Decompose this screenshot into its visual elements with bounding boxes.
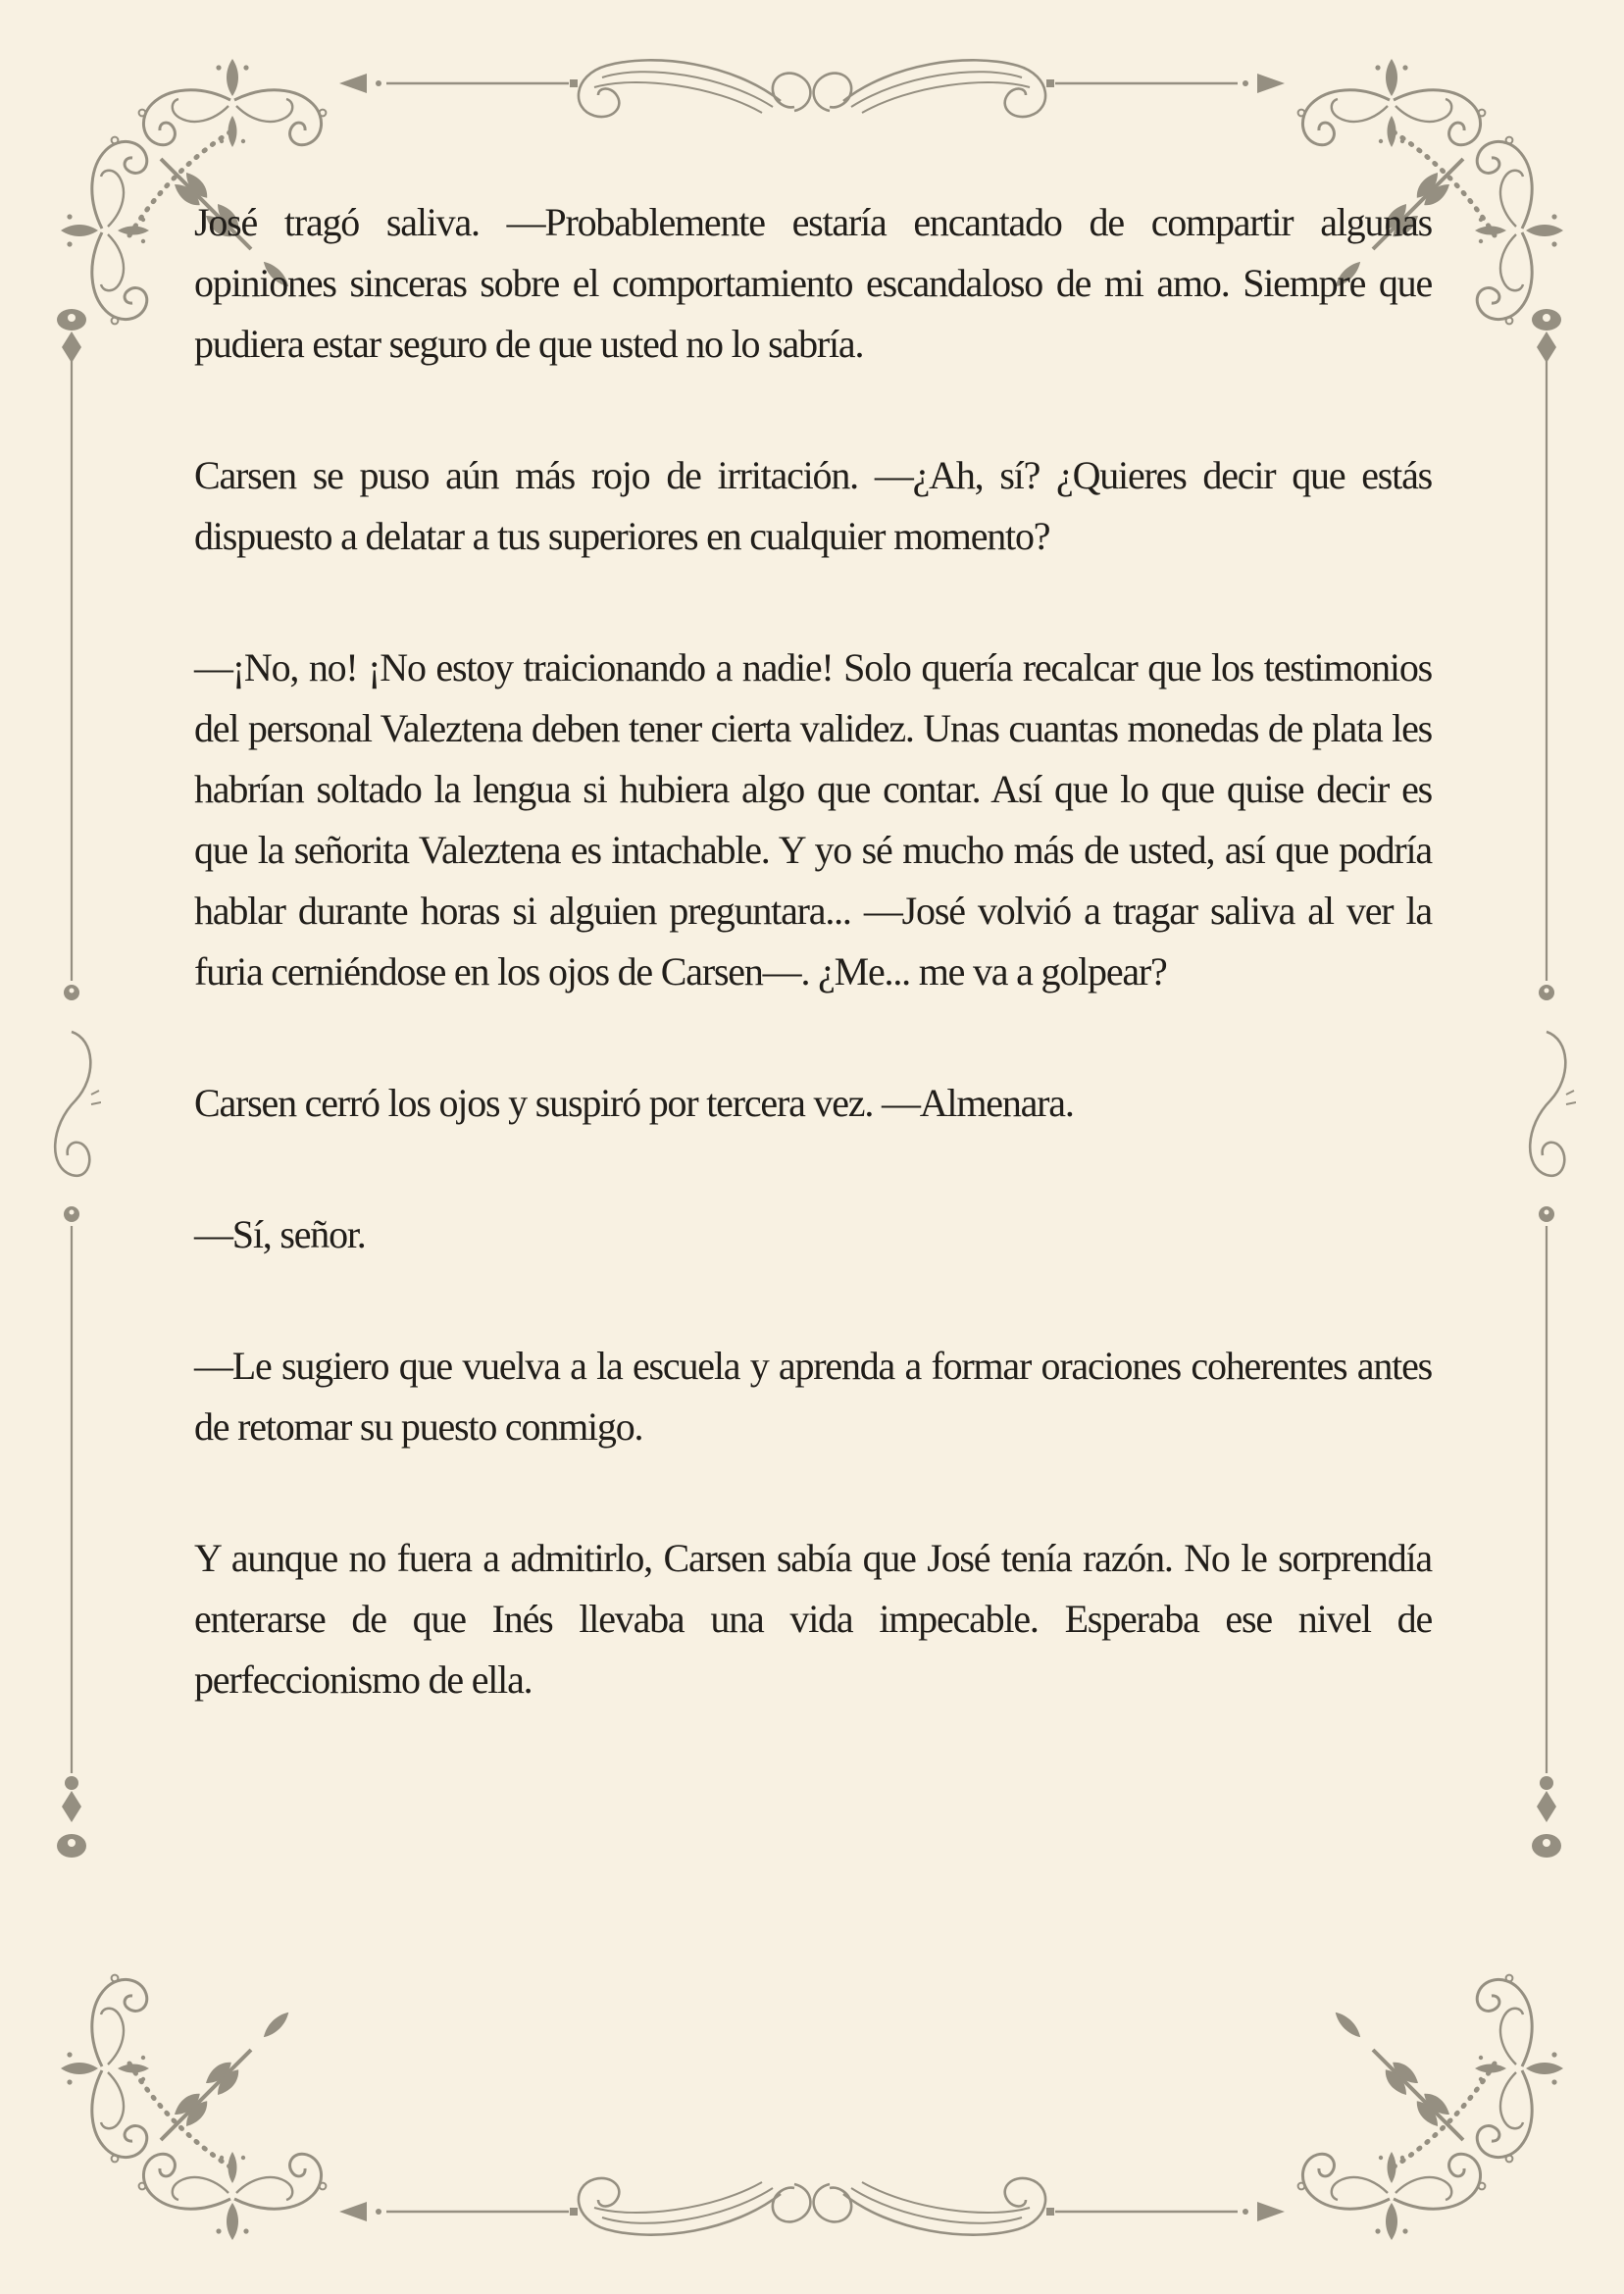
paragraph: José tragó saliva. —Probablemente estaría encantado de compartir algunas opiniones sinceras sobre el comportamiento escandaloso de mi amo. Siempre que pudiera estar seguro de que usted no lo sabría.: [194, 200, 1432, 366]
paragraph: Carsen cerró los ojos y suspiró por tercera vez. —Almenara.: [194, 1081, 1074, 1125]
page-text: [194, 192, 1432, 1781]
ornamental-divider-top-icon: [331, 25, 1293, 142]
corner-flourish-bottom-right-icon: [1279, 1956, 1573, 2250]
corner-flourish-bottom-left-icon: [51, 1956, 345, 2250]
side-rule-right-icon: [1517, 304, 1576, 1898]
side-rule-left-icon: [42, 304, 101, 1898]
ornamental-divider-bottom-icon: [331, 2153, 1293, 2270]
paragraph: Y aunque no fuera a admitirlo, Carsen sabía que José tenía razón. No le sorprendía enterarse de que Inés llevaba una vida impecable. Esperaba ese nivel de perfeccionismo de ella.: [194, 1536, 1432, 1702]
paragraph: —¡No, no! ¡No estoy traicionando a nadie! Solo quería recalcar que los testimonios del personal Valeztena deben tener cierta validez. Unas cuantas monedas de plata les habrían soltado la lengua si hubiera algo que contar. Así que lo que quise decir es que la señorita Valeztena es intachable. Y yo sé mucho más de usted, así que podría hablar durante horas si alguien preguntara... —José volvió a tragar saliva al ver la furia cerniéndose en los ojos de Carsen—. ¿Me... me va a golpear?: [194, 645, 1432, 994]
paragraph: Carsen se puso aún más rojo de irritación. —¿Ah, sí? ¿Quieres decir que estás dispuesto a delatar a tus superiores en cualquier momento?: [194, 453, 1432, 558]
paragraph: —Sí, señor.: [194, 1212, 366, 1256]
paragraph: —Le sugiero que vuelva a la escuela y aprenda a formar oraciones coherentes antes de retomar su puesto conmigo.: [194, 1344, 1432, 1449]
